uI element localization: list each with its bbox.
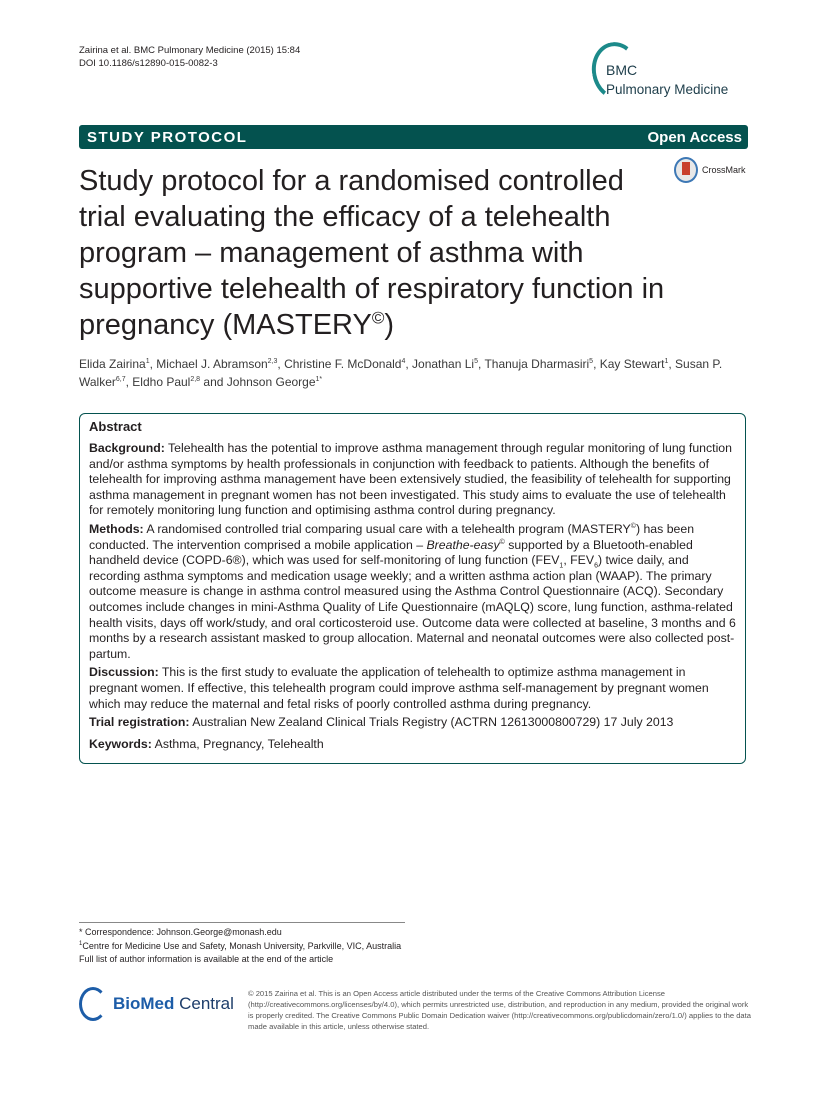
author-affiliation: 2,3 bbox=[267, 358, 278, 365]
author-separator: and bbox=[200, 375, 227, 389]
abstract-methods bbox=[89, 522, 736, 662]
article-type: STUDY PROTOCOL bbox=[87, 129, 248, 146]
author-list bbox=[79, 355, 748, 391]
article-type-banner bbox=[79, 125, 748, 149]
footnotes bbox=[79, 926, 409, 967]
biomed-central-icon bbox=[79, 987, 107, 1021]
crossmark-label: CrossMark bbox=[702, 165, 746, 175]
abstract-discussion bbox=[89, 665, 736, 712]
author-affiliation: 5 bbox=[474, 358, 478, 365]
author-separator: , bbox=[149, 357, 157, 371]
title-end: ) bbox=[384, 309, 395, 341]
aff-text: Centre for Medicine Use and Safety, Monash University, Parkville, VIC, Australia bbox=[82, 940, 402, 951]
abstract-background bbox=[89, 441, 736, 519]
author-name: Elida Zairina bbox=[79, 357, 146, 371]
footnote-divider bbox=[79, 922, 405, 923]
author-name: Kay Stewart bbox=[599, 357, 665, 371]
running-header bbox=[79, 44, 300, 70]
author-name: Johnson George bbox=[226, 375, 316, 389]
text: ) has been conducted. The intervention comprised a mobile application – bbox=[89, 521, 695, 552]
author-name: Eldho Paul bbox=[132, 375, 191, 389]
abstract-keywords bbox=[89, 737, 736, 753]
full-list-note: Full list of author information is available at the end of the article bbox=[79, 954, 334, 964]
author-name: Christine F. McDonald bbox=[284, 357, 402, 371]
author-name: Susan P. Walker bbox=[79, 357, 723, 389]
sup: © bbox=[499, 538, 505, 546]
text: Asthma, Pregnancy, Telehealth bbox=[151, 736, 324, 751]
sub: 6 bbox=[594, 562, 598, 570]
author-affiliation: 1 bbox=[664, 358, 669, 365]
author-affiliation: 5 bbox=[589, 358, 594, 365]
logo-line1: BMC bbox=[606, 62, 638, 78]
author-separator: , bbox=[593, 357, 600, 371]
correspondence: * Correspondence: Johnson.George@monash.edu bbox=[79, 927, 282, 937]
text: Telehealth has the potential to improve asthma management through regular monitoring of lung function and/or asthma symptoms by health professionals in conjunction with feedback to patients. Although the benefits of telehealth for improving asthma management have been extensively studied, the feasibility of telehealth for supporting asthma management in pregnant women has not been investigated. This study aims to evaluate the use of telehealth for remotely monitoring lung function and optimising asthma control during pregnancy. bbox=[89, 441, 732, 518]
sup: © bbox=[630, 522, 636, 530]
label: Discussion: bbox=[89, 665, 159, 680]
author-affiliation: 2,8 bbox=[190, 376, 201, 383]
author-separator: , bbox=[277, 357, 285, 371]
title-text: Study protocol for a randomised controlled trial evaluating the efficacy of a telehealth program – management of asthma with supportive telehealth of respiratory function in pregnancy (MASTERY bbox=[79, 165, 665, 341]
text: This is the first study to evaluate the application of telehealth to optimize asthma management in pregnant women. If effective, this telehealth program could improve asthma self-management by pregnant women which may reduce the maternal and fetal risks of poorly controlled asthma during pregnancy. bbox=[89, 665, 709, 711]
author-separator: , bbox=[405, 357, 413, 371]
abstract-heading: Abstract bbox=[89, 419, 142, 434]
text: , FEV bbox=[563, 553, 595, 568]
doi: DOI 10.1186/s12890-015-0082-3 bbox=[79, 58, 218, 69]
text: A randomised controlled trial comparing usual care with a telehealth program (MASTERY bbox=[143, 521, 631, 536]
text: ) twice daily, and recording asthma symptoms and medication usage weekly; and a written asthma action plan (WAAP). The primary outcome measure is change in asthma control measured using the Asthma Control Questionnaire (ACQ). Secondary outcomes include changes in mini-Asthma Quality of Life Questionnaire (mAQLQ) score, lung function, asthma-related health visits, days off work/study, and oral corticosteroid use. Outcome data were collected at baseline, 3 months and 6 months by a research assistant masked to group allocation. Maternal and neonatal outcomes were also collected post-partum. bbox=[89, 553, 736, 661]
author-name: Michael J. Abramson bbox=[156, 357, 268, 371]
author-affiliation: 4 bbox=[401, 358, 406, 365]
publisher-rest: Central bbox=[174, 994, 234, 1013]
label: Background: bbox=[89, 441, 165, 455]
article-title bbox=[79, 163, 671, 343]
author-affiliation: 6,7 bbox=[115, 376, 126, 383]
text: Australian New Zealand Clinical Trials Registry (ACTRN 12613000800729) 17 July 2013 bbox=[189, 715, 674, 730]
label: Methods: bbox=[89, 521, 144, 536]
app-name: Breathe-easy bbox=[426, 537, 500, 552]
label: Trial registration: bbox=[89, 715, 190, 730]
aff-sup: 1 bbox=[79, 940, 83, 947]
author-separator: , bbox=[668, 357, 676, 371]
abstract-box bbox=[79, 413, 746, 764]
journal-logo bbox=[592, 40, 752, 104]
author-separator: , bbox=[478, 357, 485, 371]
license-text: © 2015 Zairina et al. This is an Open Access article distributed under the terms of the Creative Commons Attribution License (http://creativecommons.org/licenses/by/4.0), which permits unrestricted use, distribution, and reproduction in any medium, provided the original work is properly credited. The Creative Commons Public Domain Dedication waiver (http://creativecommons.org/publicdomain/zero/1.0/) applies to the data made available in this article, unless otherwise stated. bbox=[248, 989, 751, 1031]
title-sup: © bbox=[371, 308, 385, 328]
text: supported by a Bluetooth-enabled handheld device (COPD-6®), which was used for self-monitoring of lung function (FEV bbox=[89, 537, 693, 568]
publisher-bold: BioMed bbox=[113, 994, 175, 1013]
citation: Zairina et al. BMC Pulmonary Medicine (2015) 15:84 bbox=[79, 45, 301, 56]
publisher-logo bbox=[79, 987, 234, 1021]
author-separator: , bbox=[125, 375, 133, 389]
sub: 1 bbox=[559, 562, 564, 570]
main-column bbox=[79, 163, 748, 764]
label: Keywords: bbox=[89, 736, 152, 751]
author-affiliation: 1 bbox=[145, 358, 150, 365]
logo-line2: Pulmonary Medicine bbox=[606, 82, 729, 97]
author-name: Thanuja Dharmasiri bbox=[484, 357, 590, 371]
affiliation bbox=[79, 940, 409, 954]
open-access-label: Open Access bbox=[647, 129, 742, 146]
abstract-trial-registration bbox=[89, 715, 736, 731]
author-name: Jonathan Li bbox=[412, 357, 475, 371]
author-affiliation: 1* bbox=[315, 376, 323, 383]
